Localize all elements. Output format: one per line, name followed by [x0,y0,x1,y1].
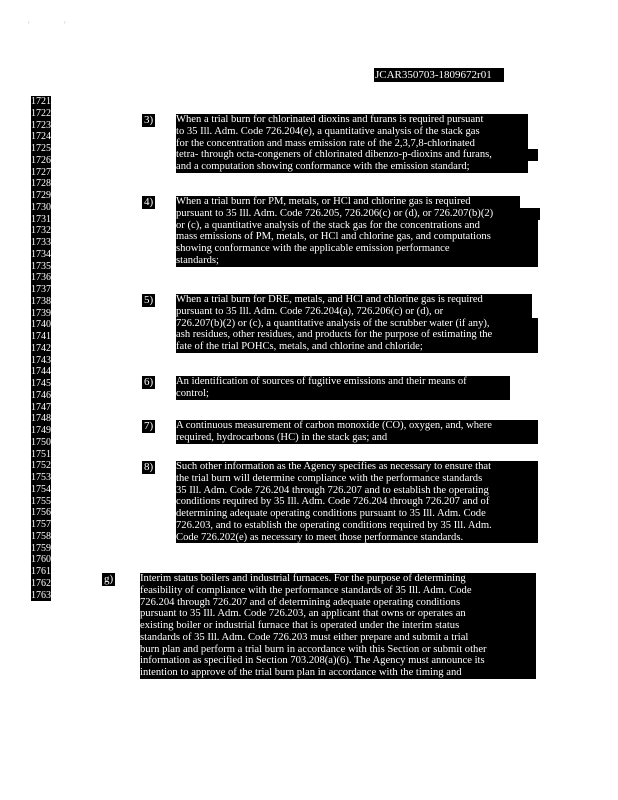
line-number-column [31,96,51,601]
line-number: 1747 [31,401,51,413]
text-line: ash residues, other residues, and products for the purpose of estimating the [176,329,538,341]
paragraph-6 [176,376,510,400]
item-marker-5: 5) [144,294,154,306]
line-number: 1759 [31,542,51,554]
text-line: When a trial burn for DRE, metals, and HCl and chlorine gas is required [176,294,532,306]
text-line: 726.204 through 726.207 and of determining adequate operating conditions [140,597,536,609]
text-line: showing conformance with the applicable emission performance [176,243,538,255]
text-line: 726.207(b)(2) or (c), a quantitative analysis of the scrubber water (if any), [176,318,538,330]
line-number: 1746 [31,389,51,401]
line-number: 1729 [31,190,51,201]
line-number: 1740 [31,319,51,331]
text-line: pursuant to 35 Ill. Adm. Code 726.204(a), 726.206(c) or (d), or [176,306,532,318]
item-marker-6: 6) [144,376,154,388]
text-line: Interim status boilers and industrial furnaces. For the purpose of determining [140,573,536,585]
text-line: standards; [176,255,538,267]
text-line: When a trial burn for chlorinated dioxins and furans is required pursuant [176,114,528,126]
line-number: 1732 [31,225,51,237]
line-number: 1753 [31,472,51,483]
text-line: fate of the trial POHCs, metals, and chlorine and chloride; [176,341,538,353]
scan-speck: ' [28,20,30,30]
line-number: 1761 [31,566,51,577]
line-number: 1736 [31,272,51,284]
line-number: 1737 [31,284,51,295]
line-number: 1763 [31,589,51,601]
text-line: control; [176,388,510,400]
line-number: 1757 [31,519,51,530]
text-line: and a computation showing conformance with the emission standard; [176,161,528,173]
text-line: determining adequate operating conditions pursuant to 35 Ill. Adm. Code [176,508,538,520]
line-number: 1739 [31,307,51,319]
paragraph-7 [176,420,538,444]
line-number: 1723 [31,119,51,131]
line-number: 1726 [31,154,51,166]
line-number: 1721 [31,96,51,107]
paragraph-8 [176,461,538,543]
line-number: 1733 [31,237,51,248]
line-number: 1730 [31,201,51,213]
text-line: pursuant to 35 Ill. Adm. Code 726.203, an applicant that owns or operates an [140,608,536,620]
text-line: tetra- through octa-congeners of chlorinated dibenzo-p-dioxins and furans, [176,149,538,161]
paragraph-g [140,573,536,679]
line-number: 1762 [31,577,51,589]
line-number: 1749 [31,425,51,436]
text-line: 35 Ill. Adm. Code 726.204 through 726.207 and to establish the operating [176,485,538,497]
text-line: intention to approve of the trial burn plan in accordance with the timing and [140,667,536,679]
text-line: burn plan and perform a trial burn in accordance with this Section or submit other [140,644,536,656]
line-number: 1734 [31,248,51,260]
paragraph-3 [176,114,538,173]
line-number: 1731 [31,213,51,225]
line-number: 1743 [31,354,51,366]
line-number: 1742 [31,342,51,354]
line-number: 1756 [31,507,51,519]
text-line: Code 726.202(e) as necessary to meet those performance standards. [176,532,538,544]
line-number: 1728 [31,178,51,190]
line-number: 1750 [31,436,51,448]
line-number: 1760 [31,554,51,566]
text-line: existing boiler or industrial furnace that is operated under the interim status [140,620,536,632]
item-marker-4: 4) [144,196,154,208]
text-line: for the concentration and mass emission rate of the 2,3,7,8-chlorinated [176,138,528,150]
line-number: 1748 [31,413,51,425]
text-line: the trial burn will determine compliance with the performance standards [176,473,538,485]
line-number: 1724 [31,131,51,143]
text-line: An identification of sources of fugitive emissions and their means of [176,376,510,388]
line-number: 1741 [31,331,51,342]
document-id-header: JCAR350703-1809672r01 [374,68,504,82]
line-number: 1744 [31,366,51,378]
text-line: 726.203, and to establish the operating conditions required by 35 Ill. Adm. [176,520,538,532]
text-line: or (c), a quantitative analysis of the stack gas for the concentrations and [176,220,538,232]
paragraph-4 [176,196,540,267]
line-number: 1755 [31,495,51,507]
line-number: 1745 [31,378,51,389]
text-line: When a trial burn for PM, metals, or HCl and chlorine gas is required [176,196,520,208]
text-line: feasibility of compliance with the performance standards of 35 Ill. Adm. Code [140,585,536,597]
text-line: A continuous measurement of carbon monoxide (CO), oxygen, and, where [176,420,538,432]
item-marker-8: 8) [144,461,154,473]
line-number: 1738 [31,295,51,307]
text-line: to 35 Ill. Adm. Code 726.204(e), a quantitative analysis of the stack gas [176,126,528,138]
line-number: 1751 [31,448,51,460]
line-number: 1754 [31,483,51,495]
line-number: 1758 [31,530,51,542]
item-marker-g: g) [104,573,114,585]
text-line: conditions required by 35 Ill. Adm. Code 726.204 through 726.207 and of [176,496,538,508]
scan-speck: ' [64,20,66,30]
text-line: pursuant to 35 Ill. Adm. Code 726.205, 726.206(c) or (d), or 726.207(b)(2) [176,208,540,220]
text-line: Such other information as the Agency specifies as necessary to ensure that [176,461,538,473]
text-line: standards of 35 Ill. Adm. Code 726.203 must either prepare and submit a trial [140,632,536,644]
line-number: 1735 [31,260,51,272]
line-number: 1727 [31,166,51,178]
text-line: mass emissions of PM, metals, or HCl and chlorine gas, and computations [176,231,538,243]
line-number: 1722 [31,107,51,119]
line-number: 1725 [31,143,51,154]
line-number: 1752 [31,460,51,472]
text-line: required, hydrocarbons (HC) in the stack gas; and [176,432,538,444]
item-marker-3: 3) [144,114,154,126]
text-line: information as specified in Section 703.208(a)(6). The Agency must announce its [140,655,536,667]
item-marker-7: 7) [144,420,154,432]
paragraph-5 [176,294,538,353]
